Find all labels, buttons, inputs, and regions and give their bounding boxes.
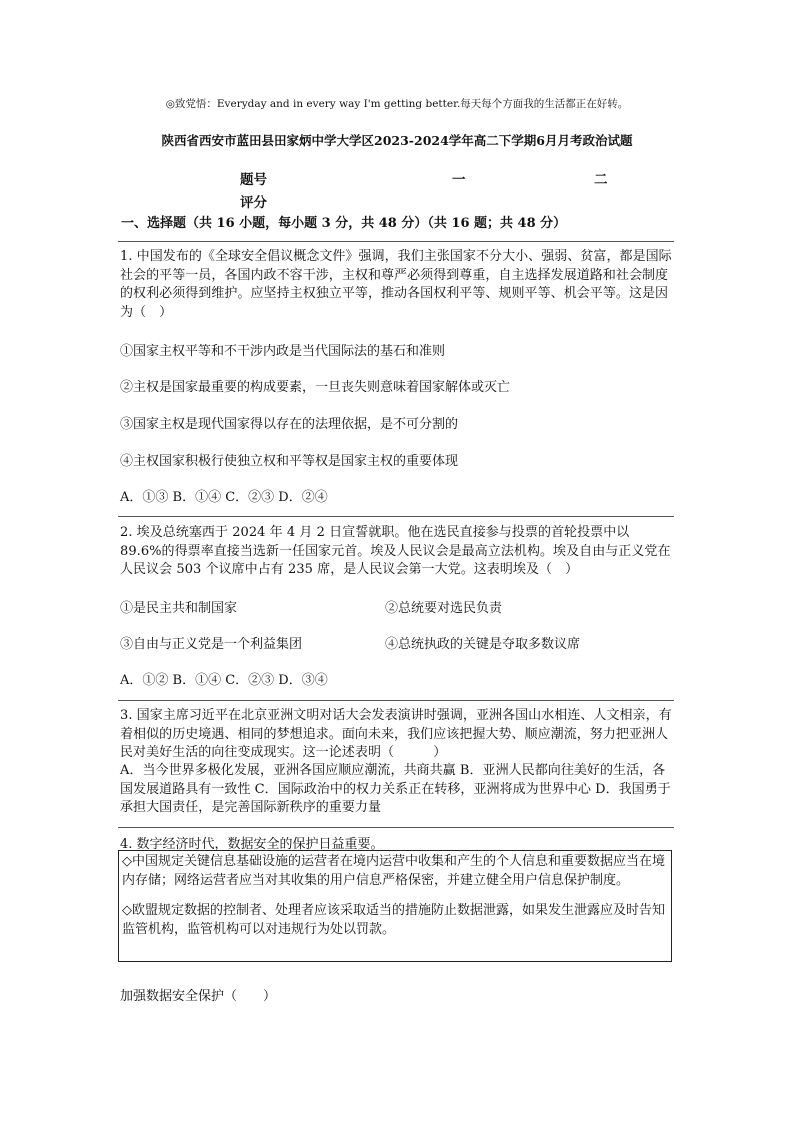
question-1-stem: 1. 中国发布的《全球安全倡议概念文件》强调，我们主张国家不分大小、强弱、贫富，都是国际社会的平等一员，各国内政不容干涉，主权和尊严必须得到尊重，自主选择发展道路和社会制度的权利必须得到维护。应坚持主权独立平等，推动各国权利平等、规则平等、机会平等。这是因为（ ） — [120, 249, 672, 320]
header-motto: ◎致党悟：Everyday and in every way I'm getting better.每天每个方面我的生活都正在好转。 — [165, 98, 629, 110]
question-1-options: A．①③ B．①④ C．②③ D．②④ — [120, 490, 328, 505]
question-divider — [118, 827, 674, 828]
question-4-material-box — [118, 850, 672, 962]
question-1-item-1: ①国家主权平等和不干涉内政是当代国际法的基石和准则 — [120, 344, 446, 359]
question-4-tail: 加强数据安全保护（ ） — [120, 989, 277, 1004]
section-heading: 一、选择题（共 16 小题，每小题 3 分，共 48 分）（共 16 题；共 48 分） — [121, 216, 567, 231]
question-4-material-1: ◇中国规定关键信息基础设施的运营者在境内运营中收集和产生的个人信息和重要数据应当在境内存储；网络运营者应当对其收集的用户信息严格保密，并建立健全用户信息保护制度。 — [122, 854, 665, 888]
question-2-item-4: ④总统执政的关键是夺取多数议席 — [385, 637, 581, 652]
question-2-item-2: ②总统要对选民负责 — [385, 601, 503, 616]
exam-title: 陕西省西安市蓝田县田家炳中学大学区2023-2024学年高二下学期6月月考政治试题 — [161, 133, 633, 148]
question-3-stem: 3. 国家主席习近平在北京亚洲文明对话大会发表演讲时强调，亚洲各国山水相连、人文相亲，有着相似的历史境遇、相同的梦想追求。面向未来，我们应该把握大势、顺应潮流，努力把亚洲人民对美好生活的向往变成现实。这一论述表明（ ） — [120, 708, 672, 760]
score-row2-label: 评分 — [240, 195, 267, 211]
question-1-item-4: ④主权国家积极行使独立权和平等权是国家主权的重要体现 — [120, 454, 459, 469]
question-3-choices: A．当今世界多极化发展，亚洲各国应顺应潮流，共商共赢 B．亚洲人民都向往美好的生活，各国发展道路具有一致性 C．国际政治中的权力关系正在转移，亚洲将成为世界中心 D．我国勇于承担大国责任，是完善国际新秩序的重要力量 — [120, 763, 671, 815]
question-4-stem: 4. 数字经济时代，数据安全的保护日益重要。 — [120, 837, 384, 852]
score-col2: 二 — [594, 172, 608, 188]
question-1-item-3: ③国家主权是现代国家得以存在的法理依据，是不可分割的 — [120, 417, 459, 432]
question-divider — [118, 241, 674, 242]
score-col1: 一 — [452, 172, 466, 188]
question-4-material-2: ◇欧盟规定数据的控制者、处理者应该采取适当的措施防止数据泄露，如果发生泄露应及时告知监管机构，监管机构可以对违规行为处以罚款。 — [122, 903, 665, 937]
question-1-item-2: ②主权是国家最重要的构成要素，一旦丧失则意味着国家解体或灭亡 — [120, 380, 511, 395]
question-2-stem: 2. 埃及总统塞西于 2024 年 4 月 2 日宣誓就职。他在选民直接参与投票的首轮投票中以 89.6%的得票率直接当选新一任国家元首。埃及人民议会是最高立法机构。埃及自由与正义党在人民议会 503 个议席中占有 235 席，是人民议会第一大党。这表明埃及（ ） — [120, 525, 671, 577]
question-2-item-1: ①是民主共和制国家 — [120, 601, 238, 616]
question-divider — [118, 516, 674, 517]
question-divider — [118, 700, 674, 701]
question-2-options: A．①② B．①④ C．②③ D．③④ — [120, 673, 328, 688]
score-row1-label: 题号 — [240, 172, 267, 188]
question-2-item-3: ③自由与正义党是一个利益集团 — [120, 637, 303, 652]
